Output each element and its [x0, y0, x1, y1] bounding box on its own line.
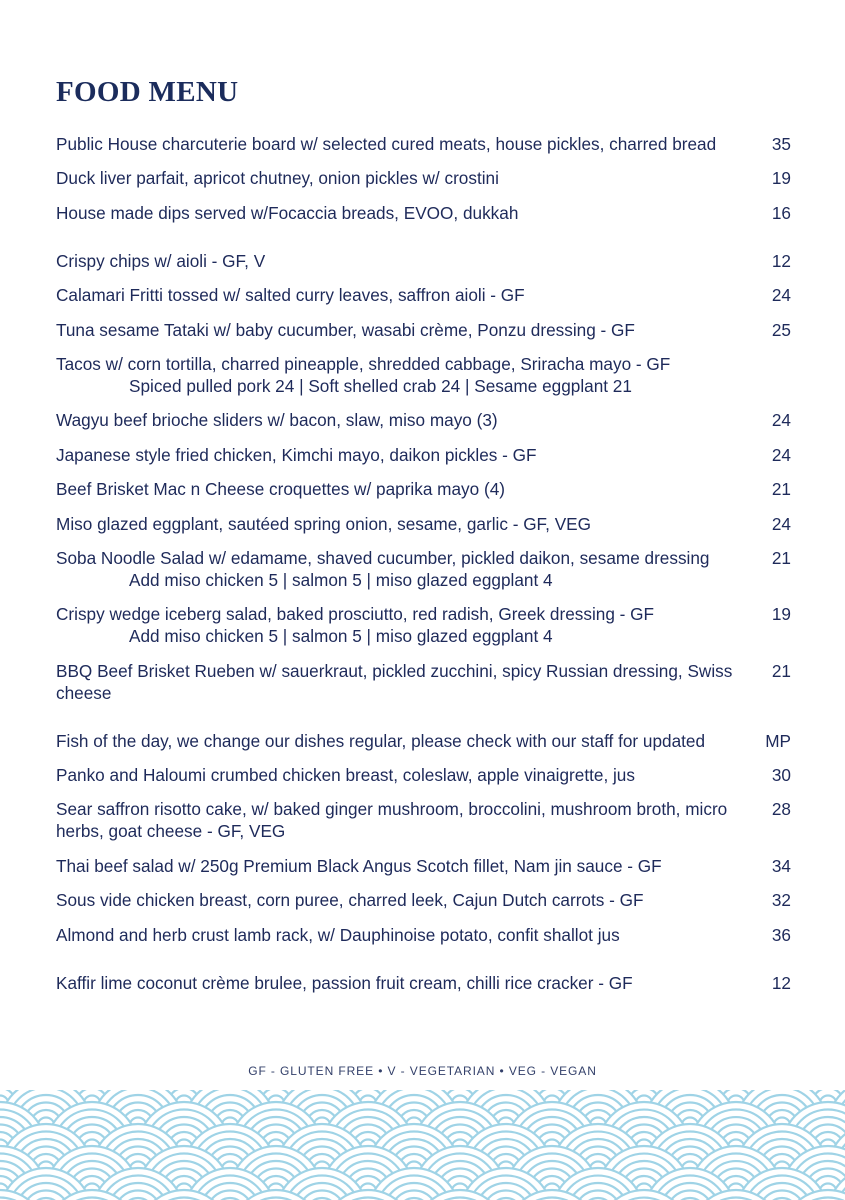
menu-item: [56, 764, 791, 786]
menu-item-name: Tacos w/ corn tortilla, charred pineapple, shredded cabbage, Sriracha mayo - GF: [56, 353, 671, 374]
menu-section: [56, 250, 791, 704]
menu-item-description: [56, 444, 755, 466]
menu-item-description: [56, 284, 755, 306]
menu-item-price: 24: [771, 410, 791, 431]
menu-item-price: 12: [771, 972, 791, 993]
menu-item-price: 35: [771, 134, 791, 154]
menu-item-options: Add miso chicken 5 | salmon 5 | miso glazed eggplant 4: [129, 569, 553, 590]
menu-item-description: [56, 319, 755, 341]
menu-item-price: 28: [771, 799, 791, 820]
menu-sections: [56, 133, 791, 1020]
menu-item-price: 12: [771, 250, 791, 271]
menu-item-name: Public House charcuterie board w/ selected cured meats, house pickles, charred bread: [56, 134, 717, 154]
menu-item-description: [56, 409, 755, 431]
menu-item-name: Sear saffron risotto cake, w/ baked ginger mushroom, broccolini, mushroom broth, micro herbs, goat cheese - GF, VEG: [56, 799, 728, 842]
menu-item-name: BBQ Beef Brisket Rueben w/ sauerkraut, pickled zucchini, spicy Russian dressing, Swiss cheese: [56, 660, 733, 703]
menu-item-description: [56, 167, 755, 189]
menu-item: [56, 972, 791, 994]
menu-item: [56, 167, 791, 189]
menu-item-description: [56, 730, 755, 752]
menu-item-description: [56, 924, 755, 946]
menu-item-description: [56, 250, 755, 272]
menu-item-name: Panko and Haloumi crumbed chicken breast, coleslaw, apple vinaigrette, jus: [56, 765, 635, 786]
menu-item-name: Duck liver parfait, apricot chutney, onion pickles w/ crostini: [56, 168, 499, 189]
menu-item-name: Sous vide chicken breast, corn puree, charred leek, Cajun Dutch carrots - GF: [56, 890, 644, 911]
menu-item-price: 34: [771, 855, 791, 876]
menu-item-description: [56, 547, 755, 591]
menu-item: [56, 353, 791, 397]
menu-item: [56, 202, 791, 224]
menu-item-price: 24: [771, 285, 791, 306]
menu-item-description: [56, 972, 755, 994]
menu-section: [56, 730, 791, 946]
menu-item-price: 30: [771, 765, 791, 786]
menu-item-price: 21: [771, 547, 791, 568]
menu-item-price: 25: [771, 319, 791, 340]
menu-item: [56, 889, 791, 911]
menu-section: [56, 972, 791, 994]
menu-title: FOOD MENU: [56, 76, 239, 108]
menu-item-description: [56, 660, 755, 704]
menu-item-description: [56, 133, 755, 155]
menu-item-description: [56, 603, 755, 647]
menu-item-description: [56, 353, 755, 397]
menu-item-name: Calamari Fritti tossed w/ salted curry leaves, saffron aioli - GF: [56, 285, 525, 306]
menu-item-name: Thai beef salad w/ 250g Premium Black Angus Scotch fillet, Nam jin sauce - GF: [56, 855, 662, 876]
menu-item-name: Kaffir lime coconut crème brulee, passion fruit cream, chilli rice cracker - GF: [56, 972, 633, 993]
menu-item-price: 36: [771, 924, 791, 945]
menu-item-name: Soba Noodle Salad w/ edamame, shaved cucumber, pickled daikon, sesame dressing: [56, 547, 710, 568]
menu-item-name: Japanese style fried chicken, Kimchi mayo, daikon pickles - GF: [56, 444, 537, 465]
menu-item-price: 16: [771, 202, 791, 223]
menu-item-name: Fish of the day, we change our dishes regular, please check with our staff for updated: [56, 730, 706, 751]
menu-item: [56, 133, 791, 155]
menu-item: [56, 547, 791, 591]
menu-item-options: Spiced pulled pork 24 | Soft shelled crab 24 | Sesame eggplant 21: [129, 375, 632, 396]
menu-item-name: House made dips served w/Focaccia breads, EVOO, dukkah: [56, 202, 519, 223]
menu-item-price: 32: [771, 890, 791, 911]
menu-item-name: Beef Brisket Mac n Cheese croquettes w/ paprika mayo (4): [56, 479, 505, 500]
menu-item-description: [56, 478, 755, 500]
menu-item-price: 21: [771, 660, 791, 681]
menu-item: [56, 513, 791, 535]
menu-item: [56, 284, 791, 306]
seigaiha-wave-pattern: [0, 1090, 845, 1200]
menu-item-options: Add miso chicken 5 | salmon 5 | miso glazed eggplant 4: [129, 626, 553, 647]
menu-item: [56, 319, 791, 341]
menu-item: [56, 798, 791, 842]
menu-item: [56, 660, 791, 704]
menu-item-price: 24: [771, 513, 791, 534]
menu-item-name: Almond and herb crust lamb rack, w/ Dauphinoise potato, confit shallot jus: [56, 924, 620, 945]
menu-item: [56, 855, 791, 877]
menu-item: [56, 409, 791, 431]
menu-item-price: 24: [771, 444, 791, 465]
menu-item-price: 19: [771, 168, 791, 189]
menu-item-price: 19: [771, 604, 791, 625]
menu-section: [56, 133, 791, 224]
menu-item: [56, 478, 791, 500]
menu-item: [56, 250, 791, 272]
menu-item-name: Miso glazed eggplant, sautéed spring onion, sesame, garlic - GF, VEG: [56, 513, 592, 534]
menu-item-description: [56, 202, 755, 224]
menu-item-description: [56, 855, 755, 877]
menu-item: [56, 603, 791, 647]
menu-item-description: [56, 764, 755, 786]
menu-item: [56, 730, 791, 752]
menu-item-description: [56, 513, 755, 535]
menu-item: [56, 924, 791, 946]
menu-item-name: Crispy wedge iceberg salad, baked prosciutto, red radish, Greek dressing - GF: [56, 604, 655, 625]
menu-item-name: Crispy chips w/ aioli - GF, V: [56, 250, 266, 271]
menu-item-name: Wagyu beef brioche sliders w/ bacon, slaw, miso mayo (3): [56, 410, 498, 431]
menu-item-description: [56, 889, 755, 911]
menu-item-price: 21: [771, 479, 791, 500]
dietary-legend: GF - GLUTEN FREE • V - VEGETARIAN • VEG - VEGAN: [248, 1064, 597, 1078]
menu-item: [56, 444, 791, 466]
menu-item-description: [56, 798, 755, 842]
menu-item-name: Tuna sesame Tataki w/ baby cucumber, wasabi crème, Ponzu dressing - GF: [56, 319, 635, 340]
menu-item-price: MP: [765, 730, 791, 751]
